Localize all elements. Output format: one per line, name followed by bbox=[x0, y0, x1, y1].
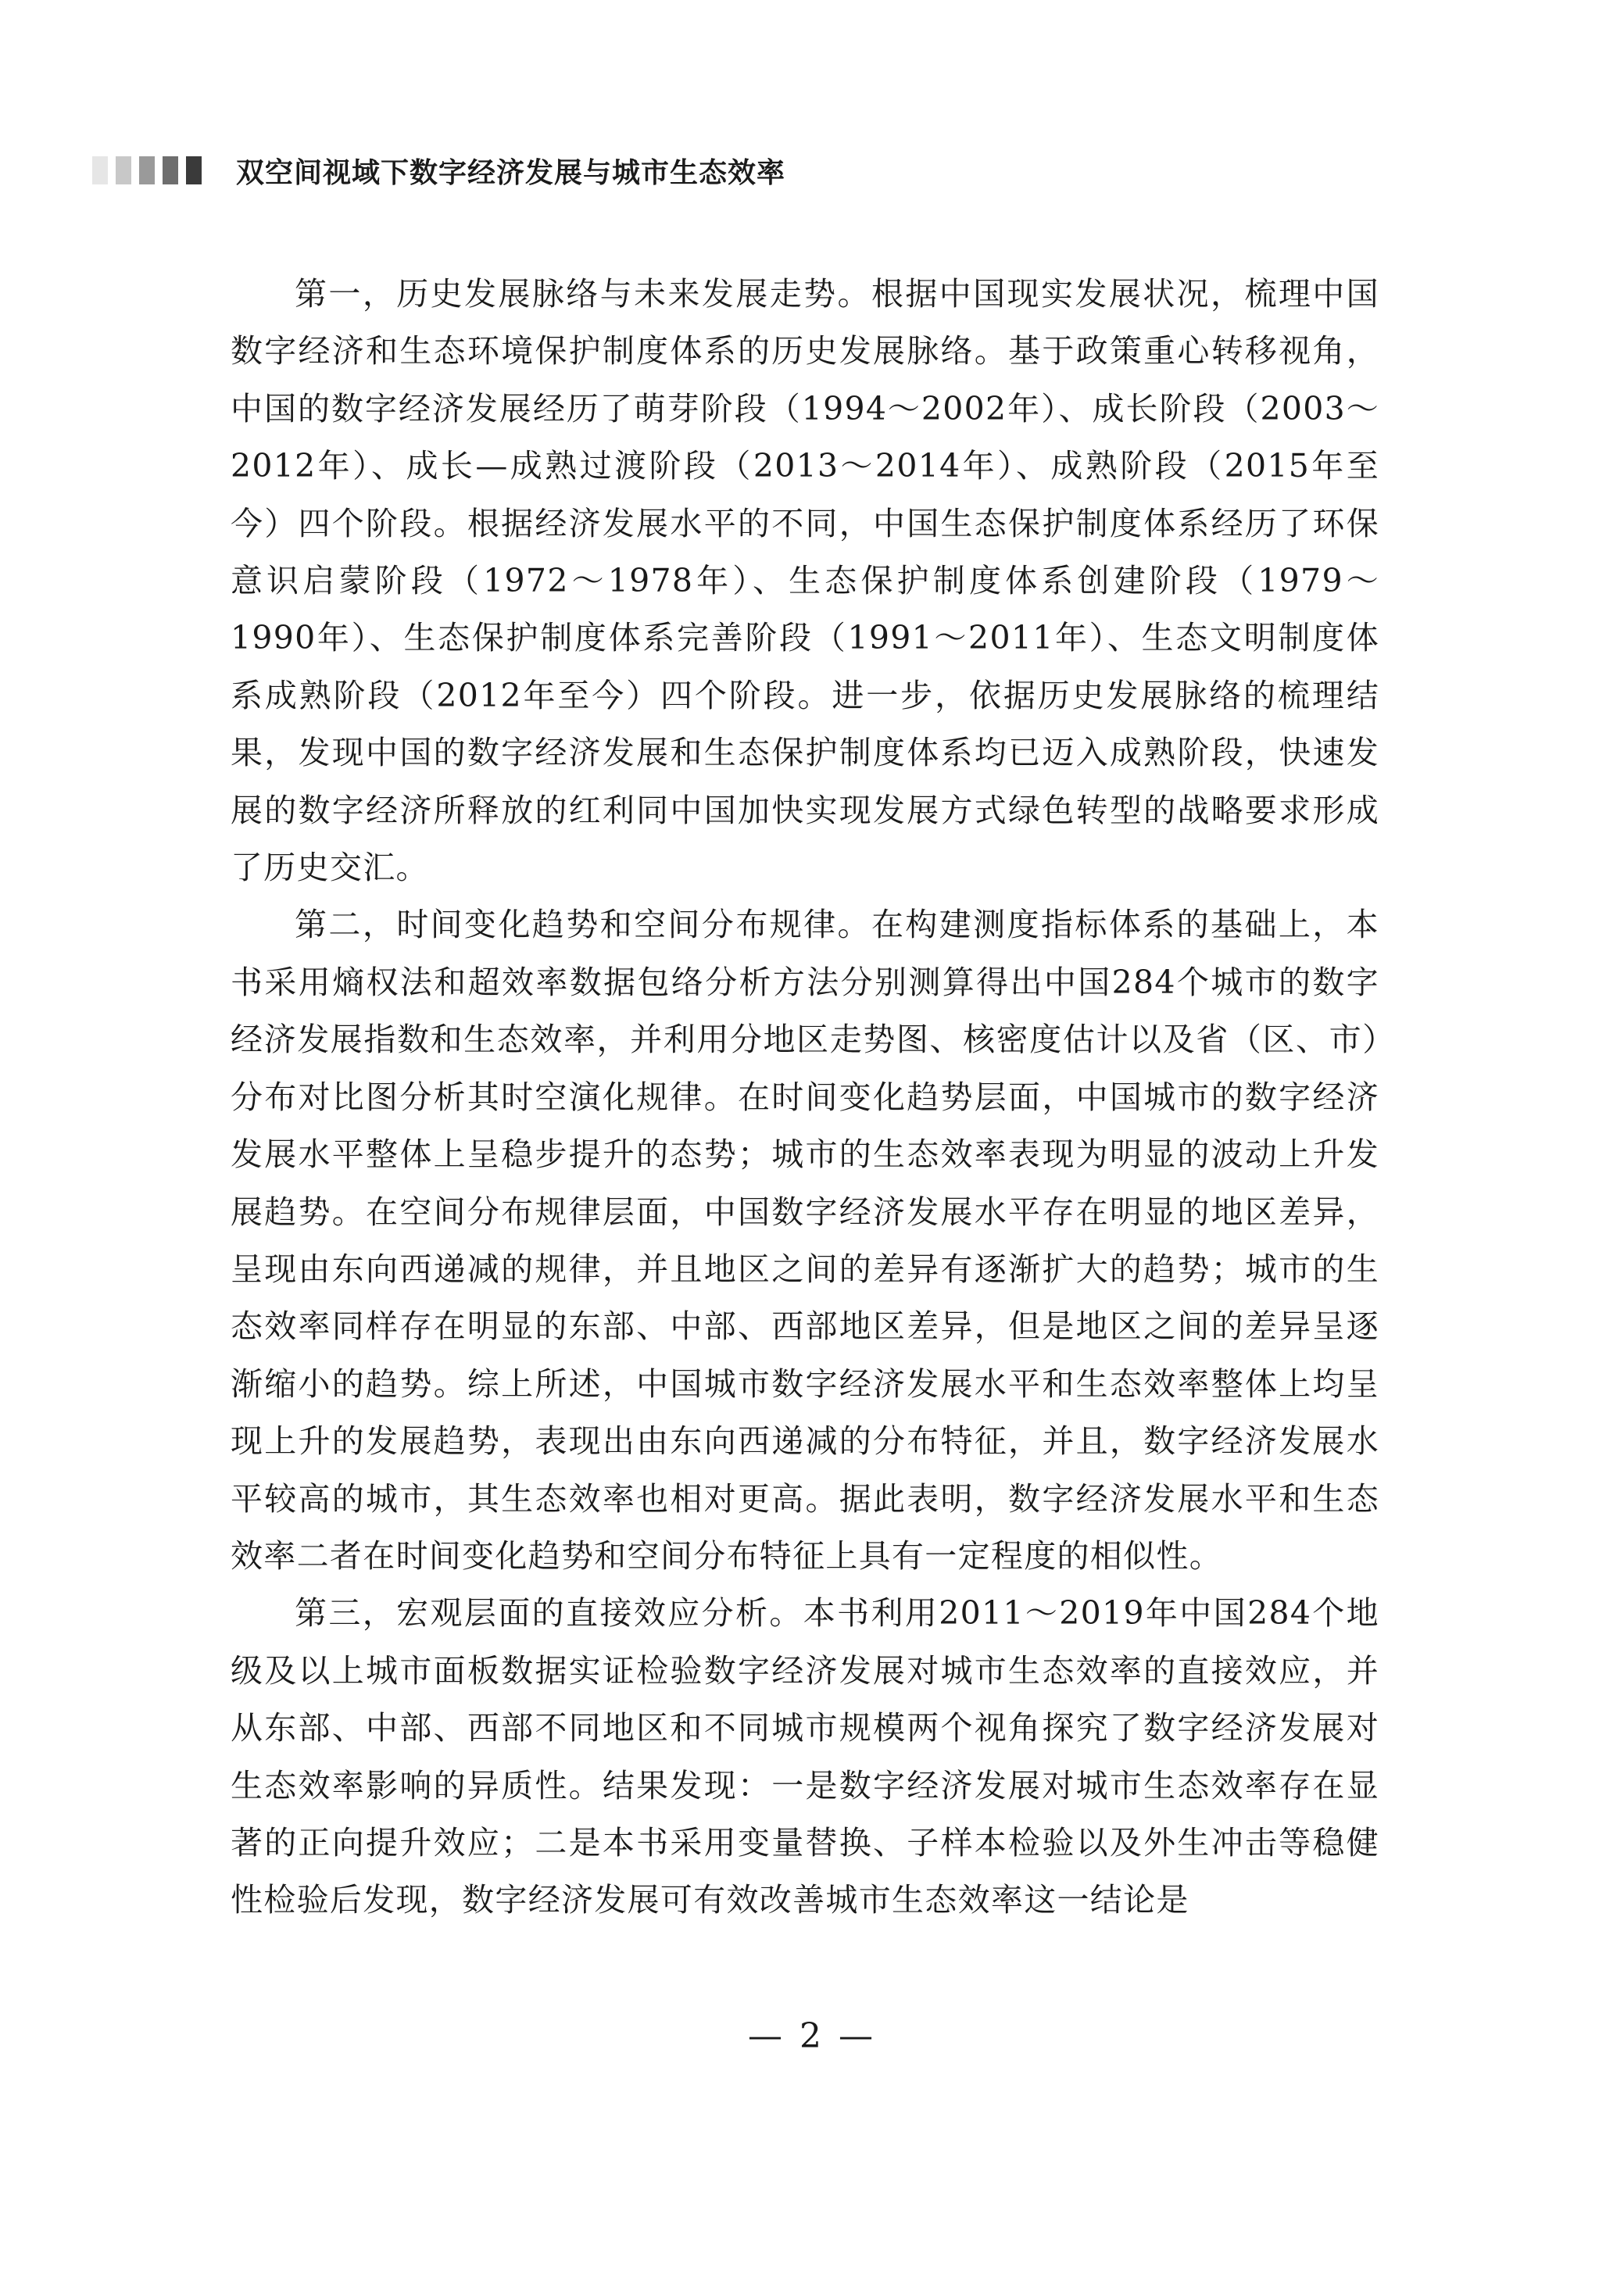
header-square bbox=[92, 156, 108, 184]
paragraph-time-space: 第二，时间变化趋势和空间分布规律。在构建测度指标体系的基础上，本书采用熵权法和超效率数据包络分析方法分别测算得出中国284个城市的数字经济发展指数和生态效率，并利用分地区走势图、核密度估计以及省（区、市）分布对比图分析其时空演化规律。在时间变化趋势层面，中国城市的数字经济发展水平整体上呈稳步提升的态势；城市的生态效率表现为明显的波动上升发展趋势。在空间分布规律层面，中国数字经济发展水平存在明显的地区差异，呈现由东向西递减的规律，并且地区之间的差异有逐渐扩大的趋势；城市的生态效率同样存在明显的东部、中部、西部地区差异，但是地区之间的差异呈逐渐缩小的趋势。综上所述，中国城市数字经济发展水平和生态效率整体上均呈现上升的发展趋势，表现出由东向西递减的分布特征，并且，数字经济发展水平较高的城市，其生态效率也相对更高。据此表明，数字经济发展水平和生态效率二者在时间变化趋势和空间分布特征上具有一定程度的相似性。 bbox=[231, 906, 1379, 1575]
header-square bbox=[139, 156, 155, 184]
running-header bbox=[92, 153, 785, 188]
header-square bbox=[163, 156, 178, 184]
paragraph-macro-effect: 第三，宏观层面的直接效应分析。本书利用2011～2019年中国284个地级及以上城市面板数据实证检验数字经济发展对城市生态效率的直接效应，并从东部、中部、西部不同地区和不同城市规模两个视角探究了数字经济发展对生态效率影响的异质性。结果发现：一是数字经济发展对城市生态效率存在显著的正向提升效应；二是本书采用变量替换、子样本检验以及外生冲击等稳健性检验后发现，数字经济发展可有效改善城市生态效率这一结论是 bbox=[231, 1594, 1379, 1919]
paragraph-history: 第一，历史发展脉络与未来发展走势。根据中国现实发展状况，梳理中国数字经济和生态环境保护制度体系的历史发展脉络。基于政策重心转移视角，中国的数字经济发展经历了萌芽阶段（1994～2002年）、成长阶段（2003～2012年）、成长—成熟过渡阶段（2013～2014年）、成熟阶段（2015年至今）四个阶段。根据经济发展水平的不同，中国生态保护制度体系经历了环保意识启蒙阶段（1972～1978年）、生态保护制度体系创建阶段（1979～1990年）、生态保护制度体系完善阶段（1991～2011年）、生态文明制度体系成熟阶段（2012年至今）四个阶段。进一步，依据历史发展脉络的梳理结果，发现中国的数字经济发展和生态保护制度体系均已迈入成熟阶段，快速发展的数字经济所释放的红利同中国加快实现发展方式绿色转型的战略要求形成了历史交汇。 bbox=[231, 275, 1379, 887]
header-square bbox=[186, 156, 202, 184]
book-title: 双空间视域下数字经济发展与城市生态效率 bbox=[236, 156, 786, 189]
body-text bbox=[231, 266, 1379, 1929]
page-number: — 2 — bbox=[748, 2016, 876, 2056]
header-decoration-icon bbox=[92, 156, 209, 184]
header-square bbox=[116, 156, 131, 184]
